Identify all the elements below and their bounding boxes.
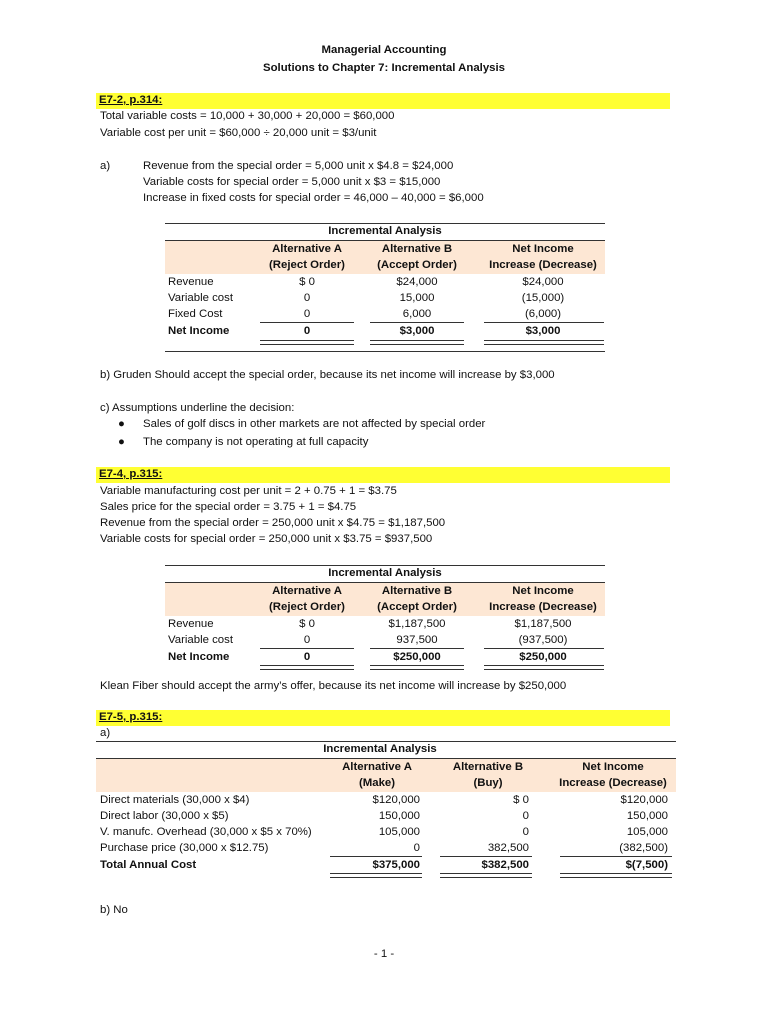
- document-subtitle: Solutions to Chapter 7: Incremental Analysis: [263, 62, 505, 74]
- text-line: Variable costs for special order = 250,000 unit x $3.75 = $937,500: [100, 533, 433, 545]
- text-line: Increase in fixed costs for special order = 46,000 – 40,000 = $6,000: [143, 192, 484, 204]
- text-line: Sales price for the special order = 3.75 + 1 = $4.75: [100, 501, 357, 513]
- part-label: a): [100, 727, 111, 739]
- table-title: Incremental Analysis: [323, 743, 437, 755]
- text-line: Total variable costs = 10,000 + 30,000 + 20,000 = $60,000: [100, 110, 395, 122]
- bullet-icon: ●: [118, 436, 125, 448]
- section-heading-e7-2: E7-2, p.314:: [96, 93, 670, 109]
- text-line: Variable cost per unit = $60,000 ÷ 20,000 unit = $3/unit: [100, 127, 377, 139]
- document-title: Managerial Accounting: [321, 44, 447, 56]
- page-number: - 1 -: [373, 948, 395, 960]
- text-line: Revenue from the special order = 250,000 unit x $4.75 = $1,187,500: [100, 517, 446, 529]
- bullet-icon: ●: [118, 418, 125, 430]
- table-title: Incremental Analysis: [328, 567, 442, 579]
- text-line: c) Assumptions underline the decision:: [100, 402, 295, 414]
- text-line: Klean Fiber should accept the army’s offer, because its net income will increase by $250,000: [100, 680, 567, 692]
- table-title: Incremental Analysis: [328, 225, 442, 237]
- text-line: b) Gruden Should accept the special order, because its net income will increase by $3,000: [100, 369, 555, 381]
- section-heading-e7-4: E7-4, p.315:: [96, 467, 670, 483]
- list-item: Sales of golf discs in other markets are not affected by special order: [143, 418, 486, 430]
- text-line: Variable manufacturing cost per unit = 2 + 0.75 + 1 = $3.75: [100, 485, 397, 497]
- part-label: a): [100, 160, 111, 172]
- text-line: Revenue from the special order = 5,000 unit x $4.8 = $24,000: [143, 160, 454, 172]
- text-line: b) No: [100, 904, 128, 916]
- list-item: The company is not operating at full capacity: [143, 436, 369, 448]
- text-line: Variable costs for special order = 5,000 unit x $3 = $15,000: [143, 176, 441, 188]
- section-heading-e7-5: E7-5, p.315:: [96, 710, 670, 726]
